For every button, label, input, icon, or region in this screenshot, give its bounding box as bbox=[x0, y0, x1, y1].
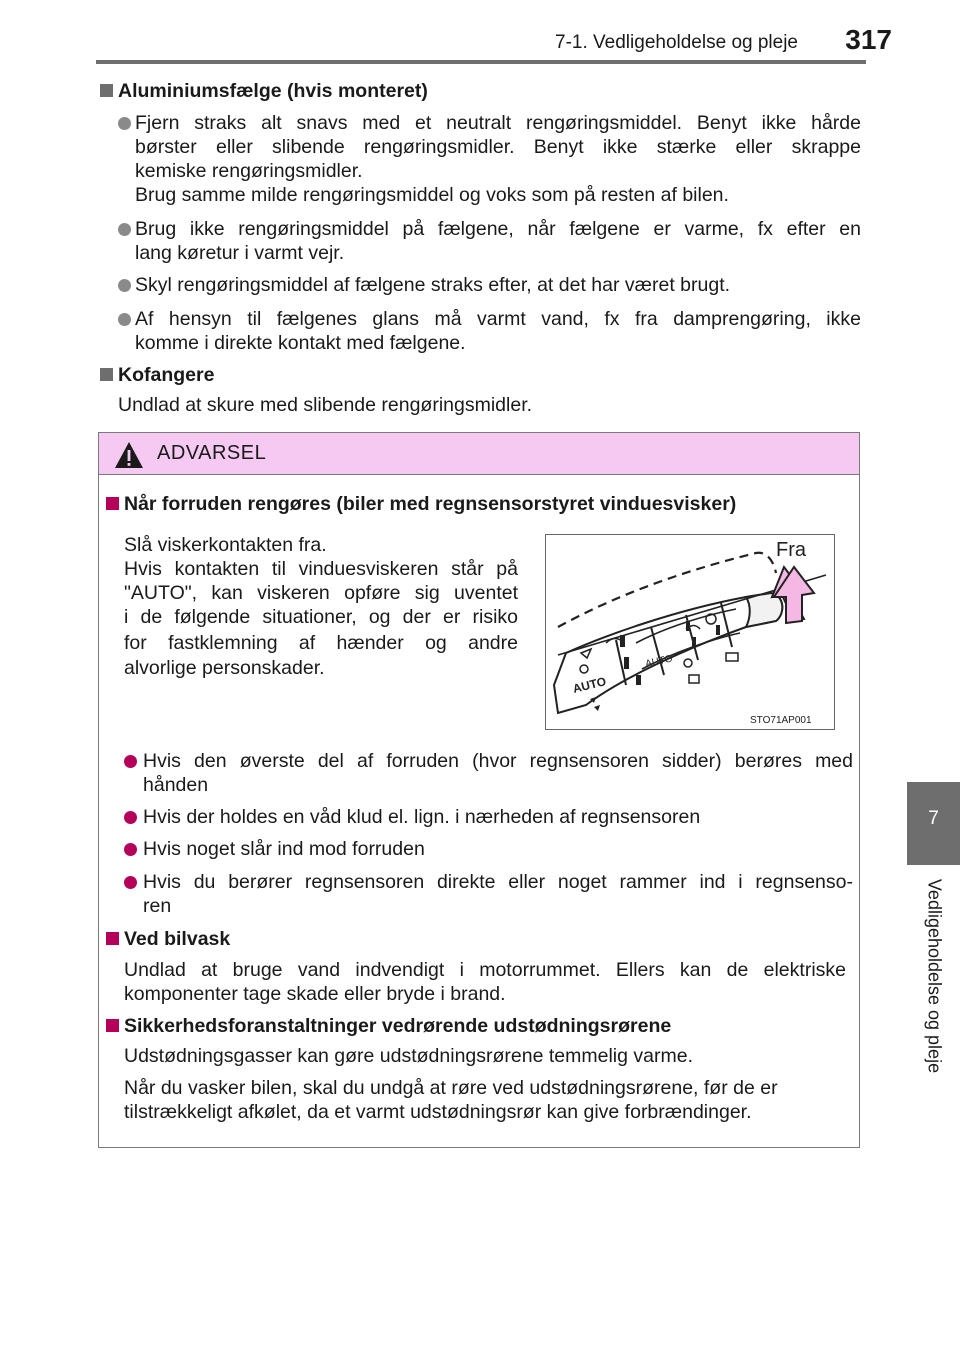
exhaust-heading: Sikkerhedsforanstaltninger vedrørende udstødningsrørene bbox=[124, 1015, 672, 1037]
aluminium-bullet-4-line-1: Af hensyn til fælgenes glans må varmt vand, fx fra damprengøring, ikke bbox=[135, 308, 861, 330]
aluminium-bullet-2-line-1: Brug ikke rengøringsmiddel på fælgene, når fælgene er varme, fx efter en bbox=[135, 218, 861, 240]
heading-marker bbox=[106, 1019, 119, 1032]
section-title: 7-1. Vedligeholdelse og pleje bbox=[555, 32, 798, 53]
windshield-bullet-2: Hvis der holdes en våd klud el. lign. i nærheden af regnsensoren bbox=[143, 806, 701, 828]
wiper-switch-illustration bbox=[545, 534, 835, 730]
header-rule bbox=[96, 60, 866, 64]
heading-marker bbox=[100, 84, 113, 97]
bullet bbox=[118, 279, 131, 292]
wiper-lever-drawing bbox=[546, 535, 834, 729]
windshield-intro-line-6: alvorlige personskader. bbox=[124, 657, 325, 679]
label-auto-knob: AUTO bbox=[644, 653, 674, 670]
bumpers-heading: Kofangere bbox=[118, 364, 215, 386]
aluminium-heading: Aluminiumsfælge (hvis monteret) bbox=[118, 80, 428, 102]
windshield-bullet-4-line-1: Hvis du berører regnsensoren direkte eller noget rammer ind i regnsenso- bbox=[143, 871, 853, 893]
aluminium-bullet-1-line-4: Brug samme milde rengøringsmiddel og voks som på resten af bilen. bbox=[135, 184, 729, 206]
bullet bbox=[124, 876, 137, 889]
bullet bbox=[124, 843, 137, 856]
aluminium-bullet-3: Skyl rengøringsmiddel af fælgene straks efter, at det har været brugt. bbox=[135, 274, 731, 296]
figure-code: STO71AP001 bbox=[750, 715, 812, 726]
carwash-line-1: Undlad at bruge vand indvendigt i motorrummet. Ellers kan de elektriske bbox=[124, 959, 846, 981]
carwash-heading: Ved bilvask bbox=[124, 928, 231, 950]
page-number: 317 bbox=[845, 24, 892, 55]
windshield-bullet-1-line-1: Hvis den øverste del af forruden (hvor regnsensoren sidder) berøres med bbox=[143, 750, 853, 772]
heading-marker bbox=[106, 497, 119, 510]
exhaust-line-2: Når du vasker bilen, skal du undgå at røre ved udstødningsrørene, før de er bbox=[124, 1077, 778, 1099]
bullet bbox=[118, 313, 131, 326]
windshield-intro-line-4: i de følgende situationer, og der er risiko bbox=[124, 606, 518, 628]
warning-triangle-icon bbox=[114, 441, 144, 469]
aluminium-bullet-4-line-2: komme i direkte kontakt med fælgene. bbox=[135, 332, 466, 354]
chapter-number: 7 bbox=[928, 808, 939, 829]
aluminium-bullet-2-line-2: lang køretur i varmt vejr. bbox=[135, 242, 345, 264]
windshield-intro-line-1: Slå viskerkontakten fra. bbox=[124, 534, 327, 556]
carwash-line-2: komponenter tage skade eller bryde i brand. bbox=[124, 983, 506, 1005]
windshield-bullet-4-line-2: ren bbox=[143, 895, 172, 917]
windshield-intro-line-3: "AUTO", kan viskeren opføre sig uventet bbox=[124, 582, 518, 604]
chapter-title: Vedligeholdelse og pleje bbox=[924, 878, 945, 1074]
bullet bbox=[118, 117, 131, 130]
aluminium-bullet-1-line-1: Fjern straks alt snavs med et neutralt rengøringsmiddel. Benyt ikke hårde bbox=[135, 112, 861, 134]
label-auto-lever: AUTO bbox=[571, 674, 608, 696]
windshield-bullet-3: Hvis noget slår ind mod forruden bbox=[143, 838, 425, 860]
aluminium-bullet-1-line-2: børster eller slibende rengøringsmidler. Benyt ikke stærke eller skrappe bbox=[135, 136, 861, 158]
label-off: Fra bbox=[776, 539, 806, 561]
aluminium-bullet-1-line-3: kemiske rengøringsmidler. bbox=[135, 160, 363, 182]
exhaust-line-3: tilstrækkeligt afkølet, da et varmt udstødningsrør kan give forbrændinger. bbox=[124, 1101, 752, 1123]
bullet bbox=[118, 223, 131, 236]
bullet bbox=[124, 755, 137, 768]
windshield-intro-line-5: for fastklemning af hænder og andre bbox=[124, 632, 518, 654]
warning-label: ADVARSEL bbox=[157, 442, 267, 464]
heading-marker bbox=[106, 932, 119, 945]
windshield-intro-line-2: Hvis kontakten til vinduesviskeren står på bbox=[124, 558, 518, 580]
bumpers-text: Undlad at skure med slibende rengøringsmidler. bbox=[118, 394, 533, 416]
bullet bbox=[124, 811, 137, 824]
windshield-bullet-1-line-2: hånden bbox=[143, 774, 209, 796]
exhaust-line-1: Udstødningsgasser kan gøre udstødningsrørene temmelig varme. bbox=[124, 1045, 693, 1067]
heading-marker bbox=[100, 368, 113, 381]
windshield-heading: Når forruden rengøres (biler med regnsensorstyret vinduesvisker) bbox=[124, 493, 737, 515]
